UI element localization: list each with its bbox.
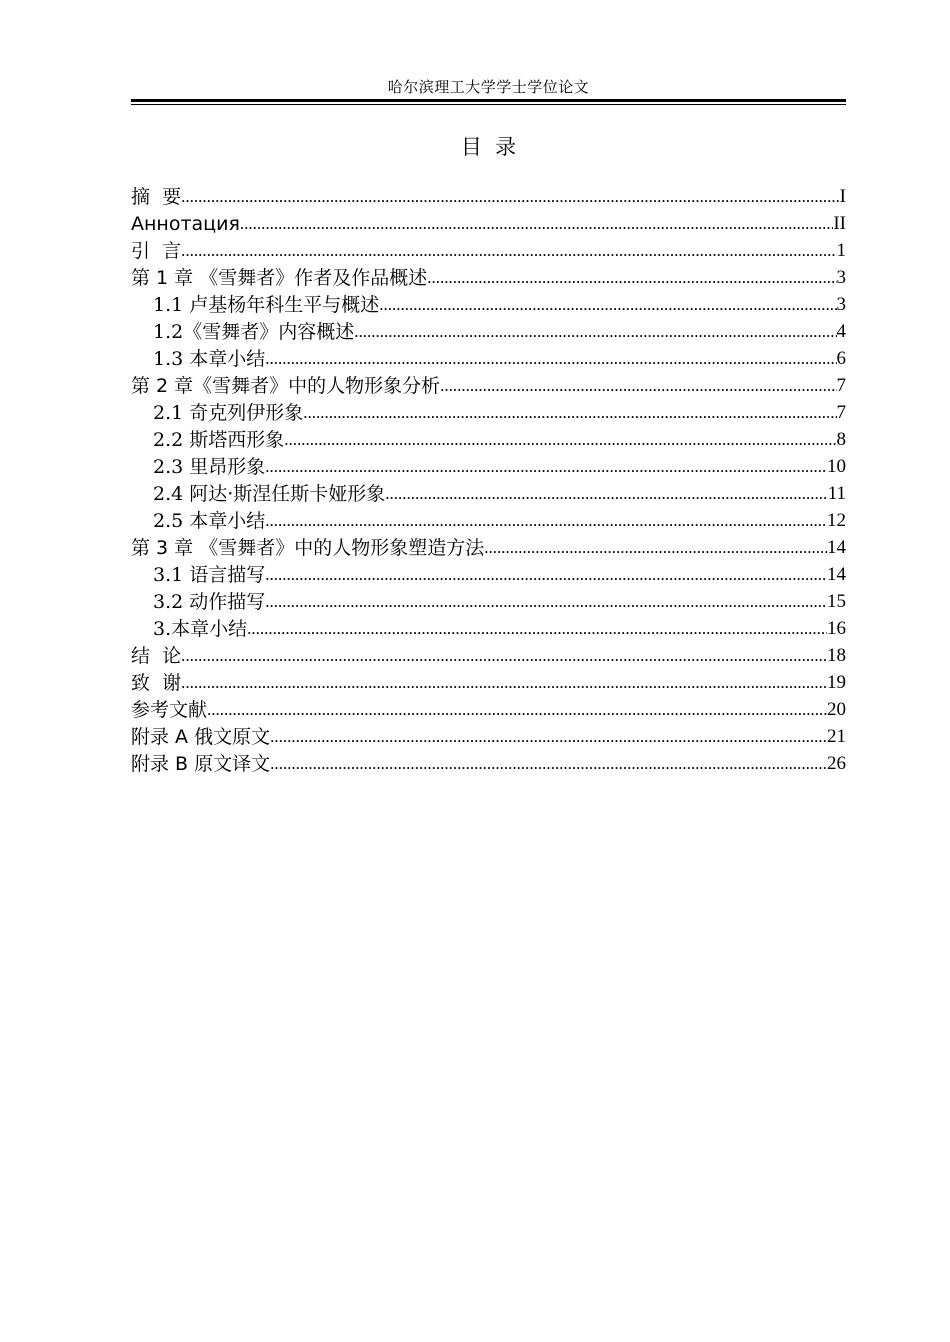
toc-entry-page: 7 — [836, 402, 846, 423]
toc-entry-page: I — [839, 186, 846, 207]
toc-entry-page: 14 — [827, 537, 846, 558]
toc-entry[interactable] — [131, 560, 846, 587]
toc-entry-label: 2.5 本章小结 — [153, 510, 266, 532]
toc-entry-label: 3.本章小结 — [153, 618, 248, 640]
toc-entry-label: 2.2 斯塔西形象 — [153, 429, 285, 451]
toc-entry[interactable] — [131, 263, 846, 290]
toc-entry-page: 16 — [827, 618, 846, 639]
toc-entry-label: 结 论 — [131, 645, 182, 667]
toc-dot-leader — [484, 536, 827, 560]
toc-entry[interactable] — [131, 425, 846, 452]
toc-entry-page: 18 — [827, 645, 846, 666]
toc-entry[interactable] — [131, 317, 846, 344]
toc-entry[interactable] — [131, 290, 846, 317]
toc-entry-page: 6 — [836, 348, 846, 369]
toc-title: 目 录 — [460, 135, 517, 159]
toc-entry-page: 19 — [827, 672, 846, 693]
toc-entry[interactable] — [131, 344, 846, 371]
toc-entry-page: 11 — [827, 483, 846, 504]
toc-dot-leader — [181, 239, 836, 263]
toc-dot-leader — [284, 428, 836, 452]
toc-dot-leader — [181, 671, 827, 695]
toc-dot-leader — [379, 293, 836, 317]
toc-entry[interactable] — [131, 209, 846, 236]
toc-entry-label: 2.3 里昂形象 — [153, 456, 266, 478]
toc-entry-page: 7 — [836, 375, 846, 396]
toc-dot-leader — [207, 698, 827, 722]
toc-entry-page: 21 — [827, 726, 846, 747]
toc-entry-label: 附录 A 俄文原文 — [131, 726, 271, 748]
toc-entry[interactable] — [131, 641, 846, 668]
toc-entry-label: 1.2《雪舞者》内容概述 — [153, 321, 355, 343]
toc-entry-page: 20 — [827, 699, 846, 720]
toc-entry[interactable] — [131, 533, 846, 560]
toc-entry[interactable] — [131, 506, 846, 533]
toc-dot-leader — [427, 266, 836, 290]
toc-dot-leader — [247, 617, 827, 641]
toc-entry-page: II — [833, 213, 846, 234]
header-rule-thick — [131, 99, 846, 102]
toc-dot-leader — [440, 374, 836, 398]
running-header: 哈尔滨理工大学学士学位论文 — [387, 78, 590, 96]
toc-entry-label: 1.1 卢基杨年科生平与概述 — [153, 294, 380, 316]
toc-dot-leader — [265, 590, 827, 614]
toc-entry-page: 1 — [836, 240, 846, 261]
toc-entry-page: 4 — [836, 321, 846, 342]
toc-entry-label: 2.1 奇克列伊形象 — [153, 402, 304, 424]
toc-entry[interactable] — [131, 587, 846, 614]
toc-entry-label: 2.4 阿达·斯涅任斯卡娅形象 — [153, 483, 386, 505]
toc-entry-label: 参考文献 — [131, 699, 208, 721]
toc-entry[interactable] — [131, 695, 846, 722]
toc-dot-leader — [240, 212, 833, 236]
toc-entry-label: 第 3 章 《雪舞者》中的人物形象塑造方法 — [131, 537, 485, 559]
toc-dot-leader — [354, 320, 836, 344]
toc-entry[interactable] — [131, 479, 846, 506]
toc-entry-page: 15 — [827, 591, 846, 612]
toc-entry-label: Аннотация — [131, 213, 240, 235]
toc-entry-label: 3.2 动作描写 — [153, 591, 266, 613]
toc-dot-leader — [265, 455, 827, 479]
toc-entry-page: 3 — [836, 267, 846, 288]
toc-entry-page: 12 — [827, 510, 846, 531]
toc-entry-label: 引 言 — [131, 240, 182, 262]
toc-entry-label: 3.1 语言描写 — [153, 564, 266, 586]
toc-dot-leader — [270, 725, 827, 749]
toc-entry-label: 致 谢 — [131, 672, 182, 694]
toc-entry-label: 摘 要 — [131, 186, 182, 208]
header-rule-thin — [131, 104, 846, 105]
toc-entry-label: 第 1 章 《雪舞者》作者及作品概述 — [131, 267, 428, 289]
toc-entry-page: 8 — [836, 429, 846, 450]
toc-entry[interactable] — [131, 614, 846, 641]
toc-dot-leader — [270, 752, 827, 776]
toc-dot-leader — [385, 482, 827, 506]
toc-entry-label: 附录 B 原文译文 — [131, 753, 271, 775]
toc-dot-leader — [265, 563, 827, 587]
toc-entry[interactable] — [131, 371, 846, 398]
table-of-contents — [131, 182, 846, 776]
toc-entry[interactable] — [131, 182, 846, 209]
toc-entry[interactable] — [131, 722, 846, 749]
toc-dot-leader — [181, 185, 840, 209]
toc-entry[interactable] — [131, 749, 846, 776]
toc-dot-leader — [303, 401, 836, 425]
toc-entry[interactable] — [131, 668, 846, 695]
toc-entry-page: 26 — [827, 753, 846, 774]
toc-dot-leader — [265, 347, 836, 371]
toc-entry[interactable] — [131, 236, 846, 263]
toc-entry-page: 10 — [827, 456, 846, 477]
toc-entry-label: 1.3 本章小结 — [153, 348, 266, 370]
toc-entry[interactable] — [131, 452, 846, 479]
toc-entry[interactable] — [131, 398, 846, 425]
toc-entry-page: 3 — [836, 294, 846, 315]
toc-entry-page: 14 — [827, 564, 846, 585]
toc-dot-leader — [181, 644, 827, 668]
toc-dot-leader — [265, 509, 827, 533]
toc-entry-label: 第 2 章《雪舞者》中的人物形象分析 — [131, 375, 441, 397]
